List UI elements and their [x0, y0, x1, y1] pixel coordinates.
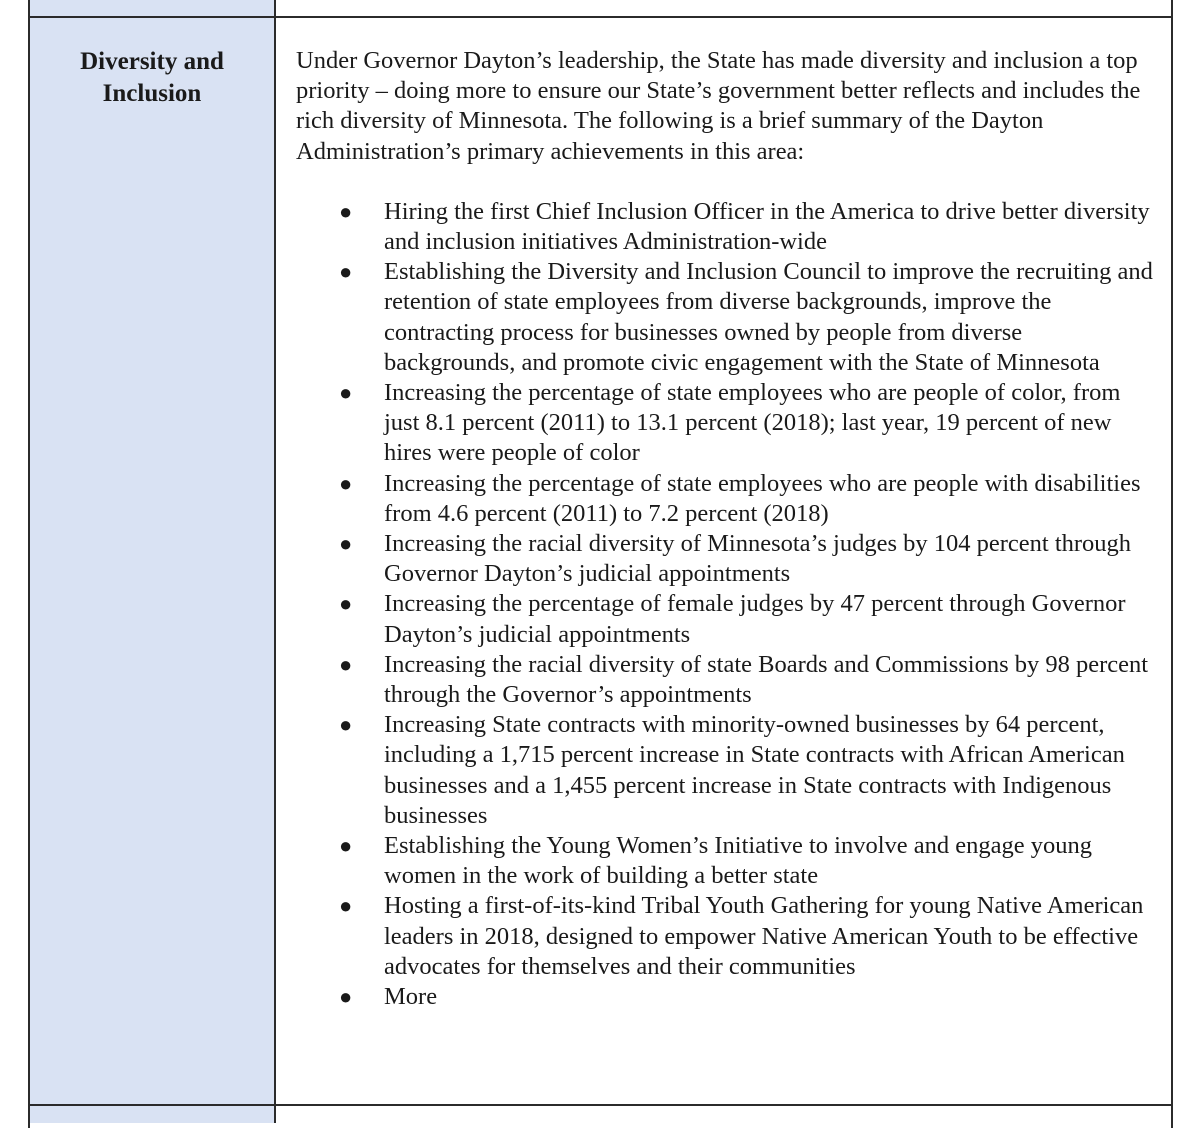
row-divider-top: [28, 16, 1171, 18]
achievement-list: [296, 197, 1156, 1012]
list-item-text: More: [384, 983, 438, 1011]
bullet-icon: ●: [339, 380, 353, 406]
row-label: [30, 46, 274, 110]
column-divider: [274, 0, 276, 1123]
list-item: [296, 650, 1156, 710]
list-item: [296, 710, 1156, 831]
list-item: [296, 831, 1156, 891]
list-item: [296, 469, 1156, 529]
list-item-text: Increasing the percentage of state employees who are people of color, from just 8.1 percent (2011) to 13.1 percent (2018); last year, 19 percent of new hires were people of color: [384, 379, 1121, 467]
list-item-text: Hosting a first-of-its-kind Tribal Youth Gathering for young Native American leaders in 2018, designed to empower Native American Youth to be effective advocates for themselves and their communities: [384, 892, 1144, 980]
list-item: [296, 529, 1156, 589]
bullet-icon: ●: [339, 591, 353, 617]
bullet-icon: ●: [339, 531, 353, 557]
list-item-text: Establishing the Diversity and Inclusion Council to improve the recruiting and retention of state employees from diverse backgrounds, improve the contracting process for businesses owned by people from diverse backgrounds, and promote civic engagement with the State of Minnesota: [384, 258, 1153, 376]
row-content: [296, 46, 1156, 1012]
row-label-line2: Inclusion: [102, 80, 202, 107]
bullet-icon: ●: [339, 470, 353, 496]
list-item-text: Hiring the first Chief Inclusion Officer in the America to drive better diversity and inclusion initiatives Administration-wide: [384, 197, 1150, 256]
bullet-icon: ●: [339, 651, 353, 677]
row-label-line1: Diversity and: [80, 48, 224, 75]
list-item: [296, 378, 1156, 469]
bullet-icon: ●: [339, 893, 353, 919]
list-item: [296, 891, 1156, 982]
list-item-text: Increasing State contracts with minority-owned businesses by 64 percent, including a 1,715 percent increase in State contracts with African American businesses and a 1,455 percent increase in State contracts with Indigenous businesses: [384, 711, 1125, 829]
list-item-text: Increasing the racial diversity of state Boards and Commissions by 98 percent through the Governor’s appointments: [384, 650, 1149, 709]
bullet-icon: ●: [339, 984, 353, 1010]
list-item: [296, 982, 1156, 1012]
list-item-text: Increasing the percentage of female judges by 47 percent through Governor Dayton’s judicial appointments: [384, 590, 1126, 648]
label-column: [30, 0, 274, 1123]
list-item-text: Increasing the racial diversity of Minnesota’s judges by 104 percent through Governor Dayton’s judicial appointments: [384, 530, 1132, 588]
list-item-text: Establishing the Young Women’s Initiative to involve and engage young women in the work of building a better state: [384, 832, 1092, 890]
list-item: [296, 197, 1156, 257]
bullet-icon: ●: [339, 833, 353, 859]
bullet-icon: ●: [339, 259, 353, 285]
list-item-text: Increasing the percentage of state employees who are people with disabilities from 4.6 percent (2011) to 7.2 percent (2018): [384, 469, 1141, 527]
list-item: [296, 589, 1156, 649]
intro-paragraph: Under Governor Dayton’s leadership, the State has made diversity and inclusion a top priority – doing more to ensure our State’s government better reflects and includes the rich diversity of Minnesota. The following is a brief summary of the Dayton Administration’s primary achievements in this area:: [296, 47, 1141, 165]
list-item: [296, 257, 1156, 378]
bullet-icon: ●: [339, 198, 353, 224]
bullet-icon: ●: [339, 712, 353, 738]
row-divider-bottom: [28, 1104, 1171, 1106]
